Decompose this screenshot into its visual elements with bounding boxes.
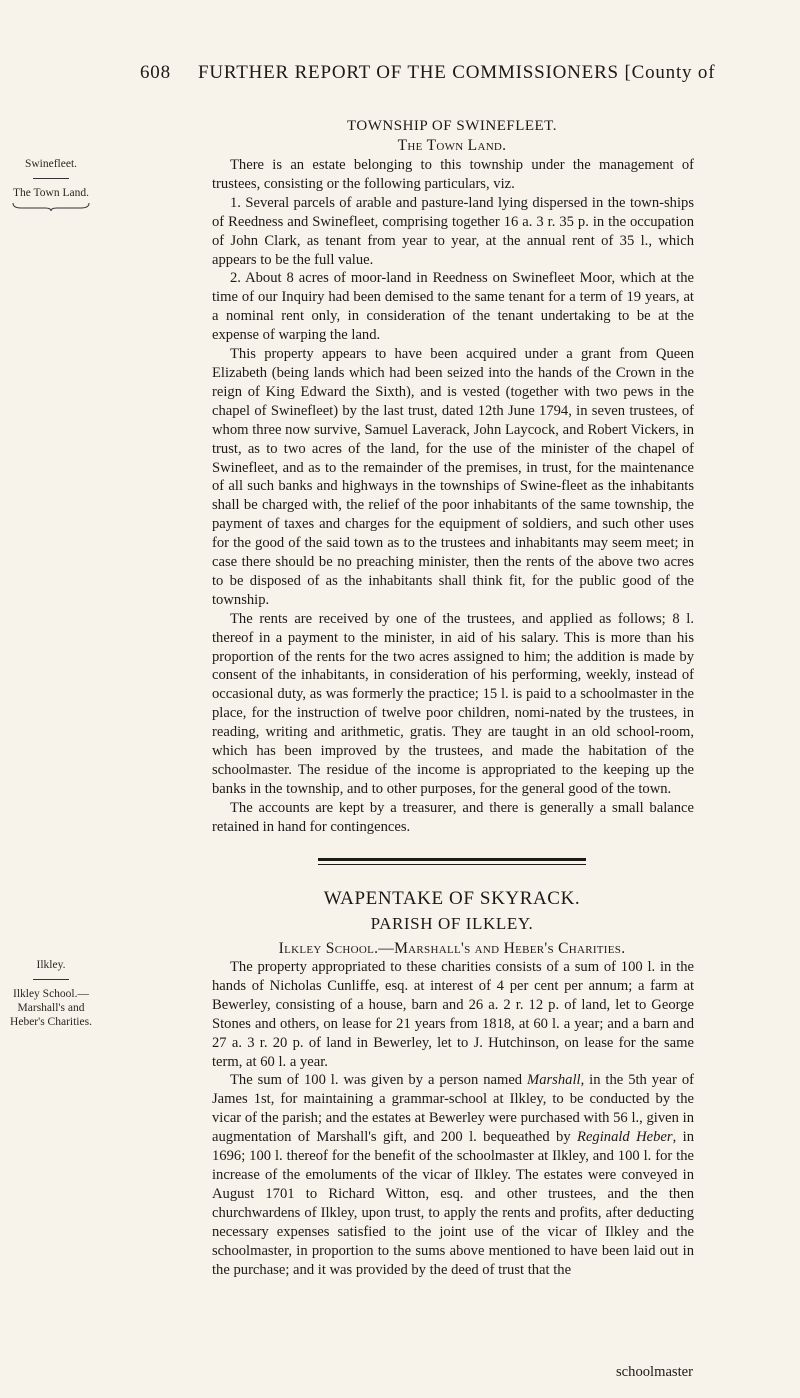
paragraph [212, 1071, 694, 1279]
margin-place: Ilkley. [36, 959, 66, 971]
paragraph: The rents are received by one of the trustees, and applied as follows; 8 l. thereof in a payment to the minister, in aid of his salary. This is more than his proportion of the rents for the two acres assigned to him; the addition is made by consent of the inhabitants, in consideration of his performing, weekly, instead of occasional duty, as was formerly the practice; 15 l. is paid to a schoolmaster in the place, for the instruction of twelve poor children, nomi-nated by the trustees, in reading, writing and arithmetic, gratis. They are taught in an old school-room, which has been improved by the trustees, and made the habitation of the schoolmaster. The residue of the income is appropriated to the keeping up the banks in the township, and to other purposes, for the general good of the town. [212, 610, 694, 797]
catchword: schoolmaster [615, 1364, 693, 1380]
charity-heading: Ilkley School.—Marshall's and Heber's Charities. [278, 940, 626, 957]
parish-heading: PARISH OF ILKLEY. [370, 914, 534, 933]
page-header [140, 62, 800, 96]
margin-note-ilkley [6, 958, 96, 1029]
paragraph: 2. About 8 acres of moor-land in Reedness on Swinefleet Moor, which at the time of our Inquiry had been demised to the same tenant for a term of 19 years, at a nominal rent only, in consideration of the tenant undertaking to be at the expense of warping the land. [212, 270, 694, 344]
section-divider-thin [318, 864, 586, 865]
paragraph: 1. Several parcels of arable and pasture-land lying dispersed in the town-ships of Reedness and Swinefleet, comprising together 16 a. 3 r. 35 p. in the occupation of John Clark, as tenant from year to year, at the annual rent of 35 l., which appears to be the full value. [212, 194, 694, 268]
brace-icon [11, 202, 91, 212]
text-run: , in 1696; 100 l. thereof for the benefit of the schoolmaster at Ilkley, and 100 l. for the increase of the emoluments of the vicar of Ilkley. The estates were conveyed in August 1701 to Richard Witton, esq. and other trustees, and the then churchwardens of Ilkley, upon trust, to apply the rents and profits, after deducting necessary expenses satisfied to the joint use of the vicar of Ilkley and the schoolmaster, in proportion to the sums above mentioned to have been laid out in the purchase; and it was provided by the deed of trust that the [212, 1129, 694, 1278]
running-title: FURTHER REPORT OF THE COMMISSIONERS [County of [198, 62, 716, 83]
township-heading: TOWNSHIP OF SWINEFLEET. [347, 118, 557, 134]
section2-body [212, 958, 694, 1279]
margin-topic: The Town Land. [13, 187, 89, 199]
text-run: The sum of 100 l. was given by a person named [230, 1072, 528, 1089]
margin-topic: Ilkley School.— Marshall's and Heber's Charities. [10, 988, 92, 1028]
paragraph: The property appropriated to these charities consists of a sum of 100 l. in the hands of Nicholas Cunliffe, esq. at interest of 4 per cent per annum; a farm at Bewerley, consisting of a house, barn and 26 a. 2 r. 12 p. of land, let to George Stones and others, on lease for 21 years from 1818, at 60 l. a year; and a barn and 27 a. 3 r. 20 p. of land in Bewerley, let to J. Hutchinson, on lease for the same term, at 60 l. a year. [212, 959, 694, 1070]
person-name: Reginald Heber [577, 1129, 673, 1146]
margin-place: Swinefleet. [24, 158, 78, 170]
paragraph: This property appears to have been acquired under a grant from Queen Elizabeth (being lands which had been seized into the hands of the Crown in the reign of King Edward the Sixth), and is vested (together with two pews in the chapel of Swinefleet) by the last trust, dated 12th June 1794, in seven trustees, of whom three now survive, Samuel Laverack, John Laycock, and Robert Vickers, in trust, as to two acres of the land, for the use of the minister of the chapel of Swinefleet, and as to the remainder of the premises, in trust, for the maintenance of all such banks and highways in the townships of Swine-fleet as the inhabitants shall be charged with, the relief of the poor inhabitants of the same township, the payment of taxes and charges for the equipment of soldiers, and such other uses for the good of the said town as to the trustees and inhabitants may seem meet; in case there should be no preaching minister, then the rents of the above two acres to be disposed of as the inhabitants shall think fit, for the public good of the township. [212, 346, 694, 608]
page-number: 608 [140, 62, 171, 83]
section1-body [212, 156, 694, 837]
person-name: Marshall [527, 1072, 581, 1089]
margin-divider [33, 178, 69, 179]
section-divider-thick [318, 858, 586, 861]
paragraph: There is an estate belonging to this township under the management of trustees, consisting or the following particulars, viz. [212, 157, 694, 192]
wapentake-heading: WAPENTAKE OF SKYRACK. [323, 888, 581, 909]
text-run: , in the 5th year of James 1st, for maintaining a grammar-school at Ilkley, to be conducted by the vicar of the parish; and the estates at Bewerley were purchased with 56 l., given in augmentation of Marshall's gift, and 200 l. bequeathed by [212, 1072, 694, 1146]
town-land-heading: The Town Land. [397, 137, 507, 154]
margin-divider [33, 979, 69, 980]
margin-note-swinefleet [6, 157, 96, 212]
paragraph: The accounts are kept by a treasurer, and there is generally a small balance retained in hand for contingences. [212, 799, 694, 835]
